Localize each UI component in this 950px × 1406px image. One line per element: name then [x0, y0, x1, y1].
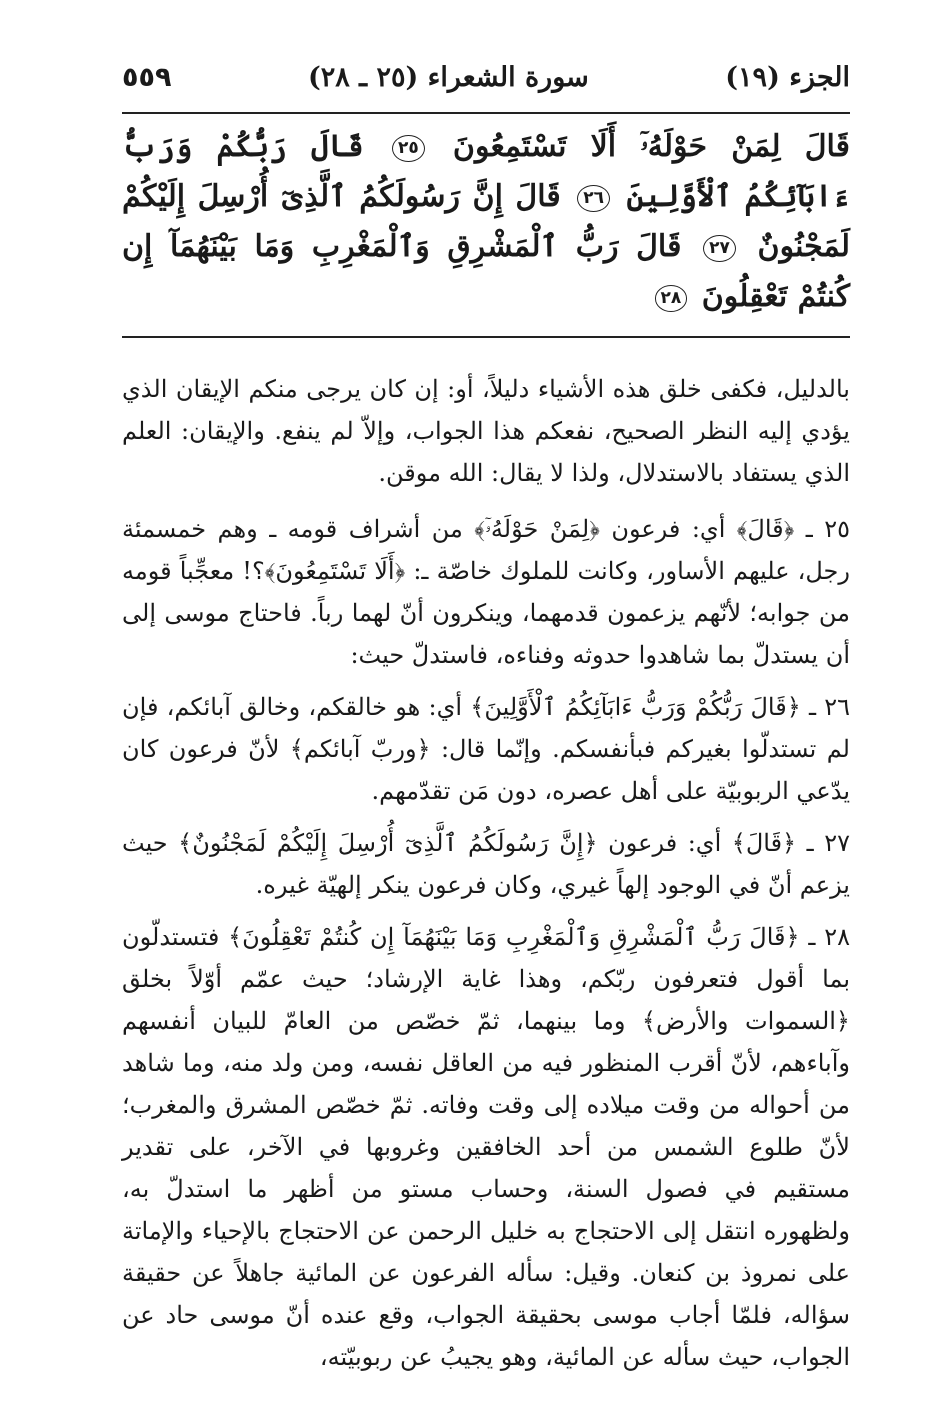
commentary-paragraph: ٢٨ ـ ﴿قَالَ رَبُّ ٱلْمَشْرِقِ وَٱلْمَغْرِبِ وَمَا بَيْنَهُمَآ إِن كُنتُمْ تَعْقِلُونَ﴾ فتستدلّون بما أقول فتعرفون ربّكم، وهذا غاية الإرشاد؛ حيث عمّم أوّلاً بخلق ﴿السموات والأرض﴾ وما بينهما، ثمّ خصّص من العامّ للبيان أنفسهم وآباءهم، لأنّ أقرب المنظور فيه من العاقل نفسه، ومن ولد منه، وما شاهد من أحواله من وقت ميلاده إلى وقت وفاته. ثمّ خصّص المشرق والمغرب؛ لأنّ طلوع الشمس من أحد الخافقين وغروبها في الآخر، على تقدير مستقيم في فصول السنة، وحساب مستو من أظهر ما استدلّ به، ولظهوره انتقل إلى الاحتجاج به خليل الرحمن عن الاحتجاج بالإحياء والإماتة على نمروذ بن كنعان. وقيل: سأله الفرعون عن المائية جاهلاً عن حقيقة سؤاله، فلمّا أجاب موسى بحقيقة الجواب، وقع عنده أنّ موسى حاد عن الجواب، حيث سأله عن المائية، وهو يجيبُ عن ربوبيّته،: [122, 923, 851, 1371]
ayah-number-marker: ٢٨: [655, 285, 688, 312]
ayah-text: قَالَ رَبُّ ٱلْمَشْرِقِ وَٱلْمَغْرِبِ وَمَا بَيْنَهُمَآ إِن كُنتُمْ تَعْقِلُونَ: [122, 229, 850, 314]
page-number: ٥٥٩: [122, 62, 172, 93]
ayah-text: قَالَ لِمَنْ حَوْلَهُۥٓ أَلَا تَسْتَمِعُونَ: [452, 129, 851, 164]
commentary-paragraph: ٢٧ ـ ﴿قَالَ﴾ أي: فرعون ﴿إِنَّ رَسُولَكُمُ ٱلَّذِىٓ أُرْسِلَ إِلَيْكُمْ لَمَجْنُونٌ﴾ حيث يزعم أنّ في الوجود إلهاً غيري، وكان فرعون ينكر إلهيّة غيره.: [122, 829, 850, 899]
ayah-number-marker: ٢٧: [703, 235, 736, 262]
part-label: الجزء (١٩): [725, 62, 850, 93]
ayah-number-marker: ٢٦: [577, 185, 610, 212]
commentary-section: [122, 368, 850, 1378]
commentary-paragraph: ٢٥ ـ ﴿قَالَ﴾ أي: فرعون ﴿لِمَنْ حَوْلَهُۥٓ﴾ من أشراف قومه ـ وهم خمسمئة رجل، عليهم الأساور، وكانت للملوك خاصّة ـ: ﴿أَلَا تَسْتَمِعُونَ﴾؟! معجِّباً قومه من جوابه؛ لأنّهم يزعمون قدمهما، وينكرون أنّ لهما رباً. فاحتاج موسى إلى أن يستدلّ بما شاهدوا حدوثه وفناءه، فاستدلّ حيث:: [122, 515, 850, 669]
ayah-text: قَالَ إِنَّ رَسُولَكُمُ ٱلَّذِىٓ أُرْسِلَ إِلَيْكُمْ لَمَجْنُونٌ: [122, 179, 850, 264]
quran-divider: [122, 336, 850, 338]
commentary-paragraph: بالدليل، فكفى خلق هذه الأشياء دليلاً، أو: إن كان يرجى منكم الإيقان الذي يؤدي إليه النظر الصحيح، نفعكم هذا الجواب، وإلاّ لم ينفع. والإيقان: العلم الذي يستفاد بالاستدلال، ولذا لا يقال: الله موقن.: [122, 375, 850, 487]
page-header: [122, 62, 850, 106]
commentary-paragraph: ٢٦ ـ ﴿قَالَ رَبُّكُمْ وَرَبُّ ءَابَآئِكُمُ ٱلْأَوَّلِينَ﴾ أي: هو خالقكم، وخالق آبائكم، فإن لم تستدلّوا بغيركم فبأنفسكم. وإنّما قال: ﴿وربّ آبائكم﴾ لأنّ فرعون كان يدّعي الربوبيّة على أهل عصره، دون مَن تقدّمهم.: [122, 693, 850, 805]
surah-title: سورة الشعراء (٢٥ ـ ٢٨): [307, 62, 589, 93]
quran-text-block: [122, 114, 850, 328]
ayah-text: قَالَ رَبُّكُمْ وَرَبُّ ءَابَآئِكُمُ ٱلْأَوَّلِينَ: [122, 129, 851, 214]
ayah-number-marker: ٢٥: [392, 135, 425, 162]
